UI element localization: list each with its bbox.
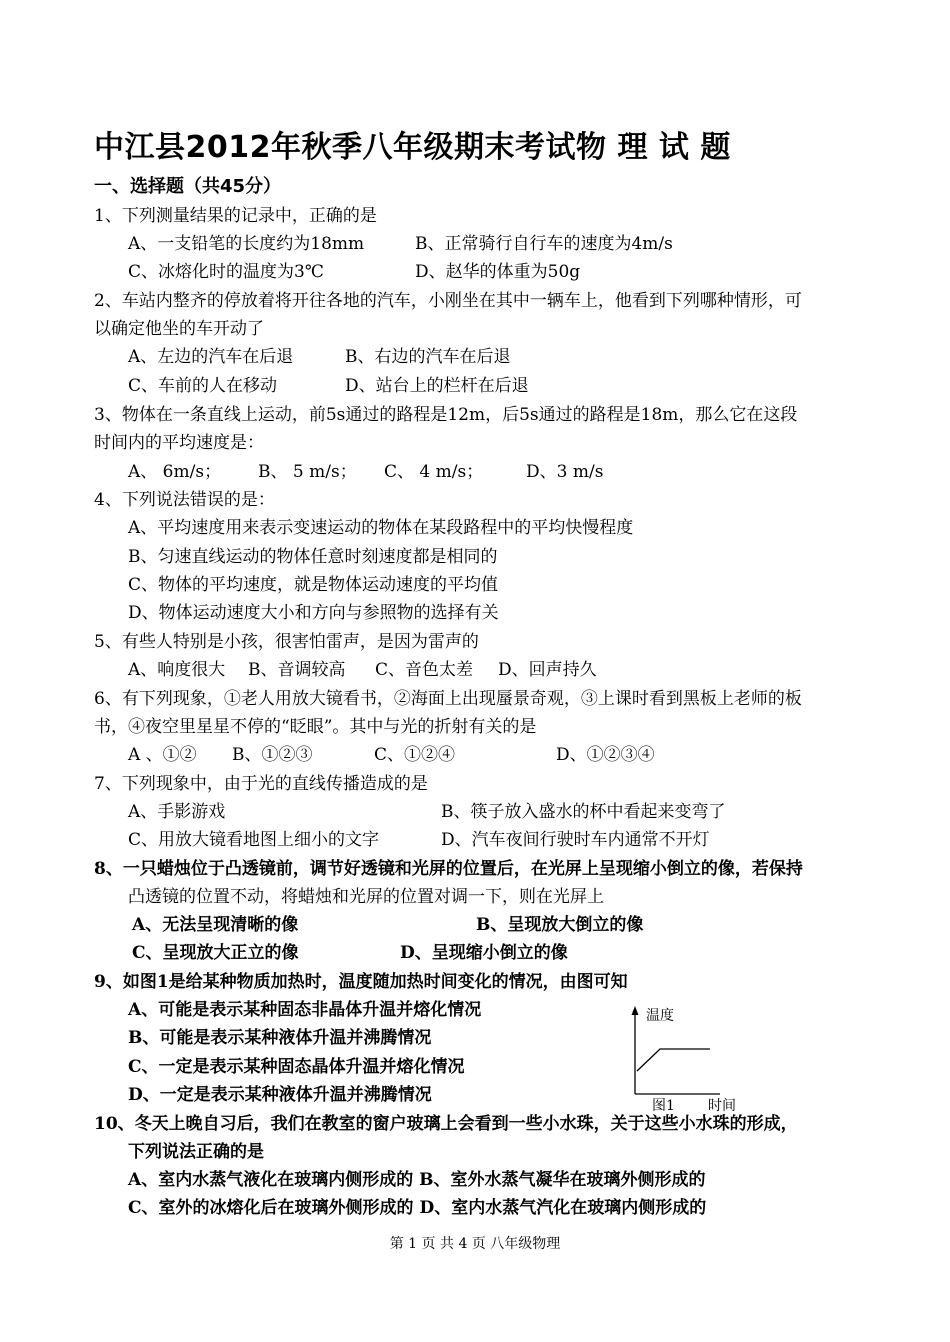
question-7-option-c: C、用放大镜看地图上细小的文字 bbox=[128, 830, 380, 850]
question-4-option-d: D、物体运动速度大小和方向与参照物的选择有关 bbox=[128, 603, 499, 623]
question-8-stem-line1: 8、一只蜡烛位于凸透镜前，调节好透镜和光屏的位置后，在光屏上呈现缩小倒立的像，若保持 bbox=[94, 859, 803, 879]
question-8-option-a: A、无法呈现清晰的像 bbox=[132, 915, 299, 935]
question-5-option-a: A、响度很大 bbox=[128, 660, 226, 680]
question-8-option-c: C、呈现放大正立的像 bbox=[132, 943, 299, 963]
question-1-option-c: C、冰熔化时的温度为3℃ bbox=[128, 262, 324, 282]
question-4-option-b: B、匀速直线运动的物体任意时刻速度都是相同的 bbox=[128, 547, 498, 567]
question-1-option-a: A、一支铅笔的长度约为18mm bbox=[128, 234, 365, 254]
question-3-option-a: A、 6m/s； bbox=[128, 462, 222, 482]
question-1-option-b: B、正常骑行自行车的速度为4m/s bbox=[415, 234, 673, 254]
question-3-option-d: D、3 m/s bbox=[526, 462, 604, 482]
question-6-stem-line1: 6、有下列现象，①老人用放大镜看书，②海面上出现蜃景奇观，③上课时看到黑板上老师的板 bbox=[94, 689, 802, 709]
question-2-option-b: B、右边的汽车在后退 bbox=[345, 347, 511, 367]
question-4-option-a: A、平均速度用来表示变速运动的物体在某段路程中的平均快慢程度 bbox=[128, 518, 634, 538]
question-6-option-b: B、①②③ bbox=[232, 745, 313, 765]
question-5-stem: 5、有些人特别是小孩，很害怕雷声，是因为雷声的 bbox=[94, 632, 479, 652]
question-3-option-b: B、 5 m/s； bbox=[258, 462, 357, 482]
question-2-option-a: A、左边的汽车在后退 bbox=[128, 347, 294, 367]
question-4-option-c: C、物体的平均速度，就是物体运动速度的平均值 bbox=[128, 575, 499, 595]
question-4-stem: 4、下列说法错误的是： bbox=[94, 490, 275, 510]
figure-1-temperature-graph bbox=[622, 998, 762, 1116]
question-8-option-d: D、呈现缩小倒立的像 bbox=[400, 943, 568, 963]
question-9-option-b: B、可能是表示某种液体升温并沸腾情况 bbox=[128, 1028, 432, 1048]
question-6-stem-line2: 书，④夜空里星星不停的“眨眼”。其中与光的折射有关的是 bbox=[94, 717, 537, 737]
question-2-option-c: C、车前的人在移动 bbox=[128, 376, 278, 396]
exam-title: 中江县2012年秋季八年级期末考试物 理 试 题 bbox=[94, 130, 731, 165]
graph-y-label: 温度 bbox=[646, 1008, 674, 1024]
question-2-stem-line2: 以确定他坐的车开动了 bbox=[94, 319, 264, 339]
question-9-option-c: C、一定是表示某种固态晶体升温并熔化情况 bbox=[128, 1057, 465, 1077]
question-5-option-d: D、回声持久 bbox=[498, 660, 597, 680]
question-3-stem-line2: 时间内的平均速度是： bbox=[94, 433, 264, 453]
question-10-options-ab: A、室内水蒸气液化在玻璃内侧形成的 B、室外水蒸气凝华在玻璃外侧形成的 bbox=[128, 1170, 706, 1190]
question-3-option-c: C、 4 m/s； bbox=[384, 462, 484, 482]
question-6-option-a: A 、①② bbox=[128, 745, 197, 765]
question-7-option-b: B、筷子放入盛水的杯中看起来变弯了 bbox=[441, 802, 726, 822]
question-1-option-d: D、赵华的体重为50g bbox=[415, 262, 581, 282]
question-3-stem-line1: 3、物体在一条直线上运动，前5s通过的路程是12m，后5s通过的路程是18m，那么它在这段 bbox=[94, 405, 798, 425]
question-7-stem: 7、下列现象中，由于光的直线传播造成的是 bbox=[94, 774, 428, 794]
page-footer: 第 1 页 共 4 页 八年级物理 bbox=[389, 1236, 561, 1252]
question-8-option-b: B、呈现放大倒立的像 bbox=[476, 915, 644, 935]
graph-y-axis-arrow bbox=[632, 1006, 639, 1015]
graph-x-label: 时间 bbox=[708, 1098, 736, 1114]
question-9-option-a: A、可能是表示某种固态非晶体升温并熔化情况 bbox=[128, 1000, 482, 1020]
question-10-stem-line2: 下列说法正确的是 bbox=[128, 1142, 264, 1162]
question-6-option-c: C、①②④ bbox=[374, 745, 456, 765]
question-5-option-c: C、音色太差 bbox=[375, 660, 474, 680]
question-9-option-d: D、一定是表示某种液体升温并沸腾情况 bbox=[128, 1085, 432, 1105]
question-2-stem-line1: 2、车站内整齐的停放着将开往各地的汽车，小刚坐在其中一辆车上，他看到下列哪种情形，可 bbox=[94, 291, 802, 311]
question-5-option-b: B、音调较高 bbox=[248, 660, 346, 680]
section-heading: 一、选择题（共45分） bbox=[94, 176, 282, 197]
question-10-options-cd: C、室外的冰熔化后在玻璃外侧形成的 D、室内水蒸气汽化在玻璃内侧形成的 bbox=[128, 1198, 707, 1218]
question-8-stem-line2: 凸透镜的位置不动，将蜡烛和光屏的位置对调一下，则在光屏上 bbox=[128, 887, 604, 907]
question-7-option-a: A、手影游戏 bbox=[128, 802, 226, 822]
figure-caption: 图1 bbox=[652, 1098, 675, 1114]
graph-curve bbox=[637, 1049, 710, 1071]
question-9-stem: 9、如图1是给某种物质加热时，温度随加热时间变化的情况，由图可知 bbox=[94, 972, 628, 992]
question-1-stem: 1、下列测量结果的记录中，正确的是 bbox=[94, 206, 377, 226]
question-7-option-d: D、汽车夜间行驶时车内通常不开灯 bbox=[441, 830, 710, 850]
question-10-stem-line1: 10、冬天上晚自习后，我们在教室的窗户玻璃上会看到一些小水珠，关于这些小水珠的形成， bbox=[94, 1114, 798, 1134]
question-6-option-d: D、①②③④ bbox=[556, 745, 655, 765]
question-2-option-d: D、站台上的栏杆在后退 bbox=[345, 376, 529, 396]
